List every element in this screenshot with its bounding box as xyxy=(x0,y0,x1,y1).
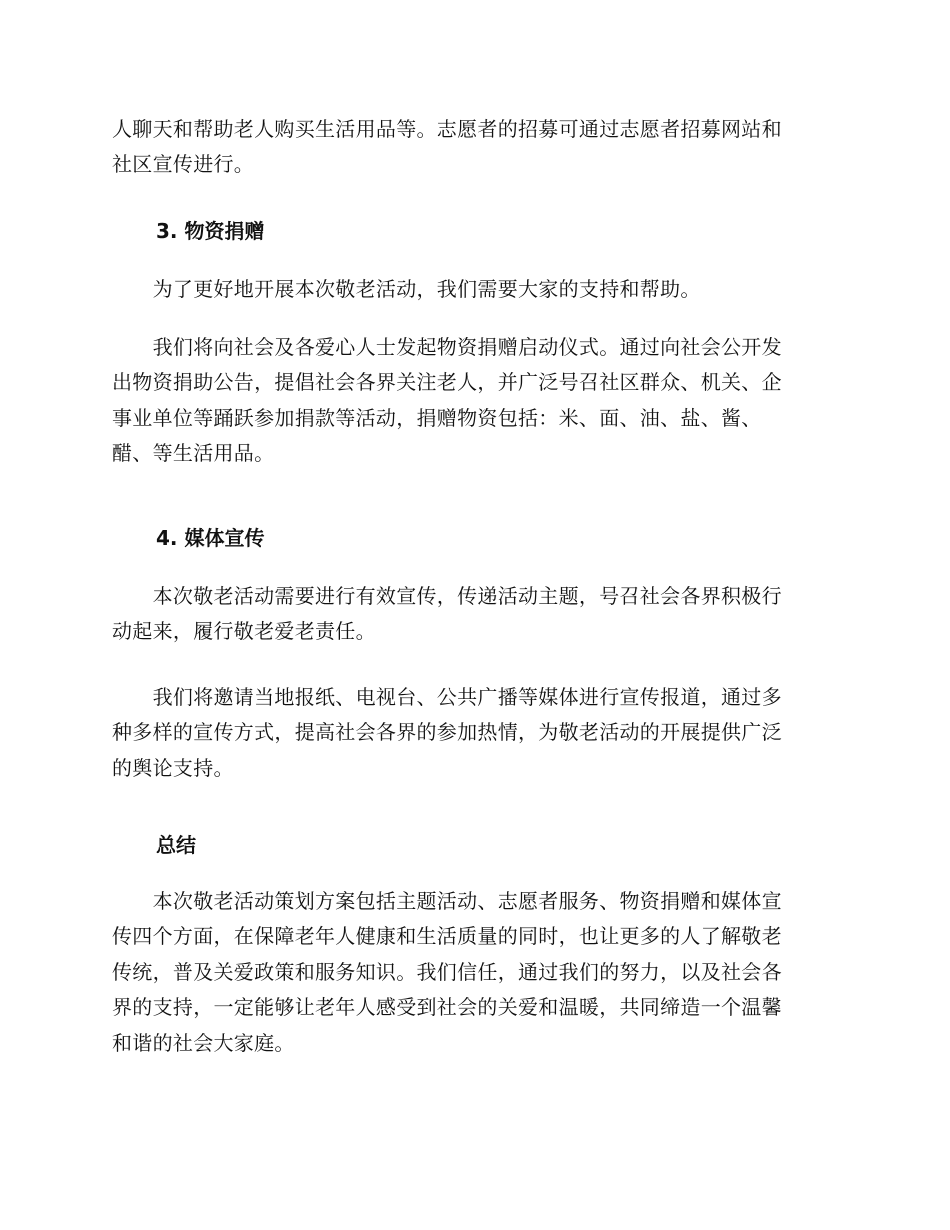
text-line: 社区宣传进行。 xyxy=(112,152,255,177)
paragraph-intro xyxy=(112,112,830,183)
paragraph-4b xyxy=(112,680,830,786)
paragraph-4a xyxy=(112,579,830,650)
text-line: 的舆论支持。 xyxy=(112,755,234,780)
paragraph-3b xyxy=(112,330,830,472)
text-line: 界的支持，一定能够让老年人感受到社会的关爱和温暖，共同缔造一个温馨 xyxy=(112,995,782,1020)
text-line: 为了更好地开展本次敬老活动，我们需要大家的支持和帮助。 xyxy=(112,277,701,301)
text-line: 事业单位等踊跃参加捐款等活动，捐赠物资包括：米、面、油、盐、酱、 xyxy=(112,405,762,430)
section-heading-summary: 总结 xyxy=(156,833,196,857)
text-line: 我们将向社会及各爱心人士发起物资捐赠启动仪式。通过向社会公开发 xyxy=(112,335,782,359)
text-line: 我们将邀请当地报纸、电视台、公共广播等媒体进行宣传报道，通过多 xyxy=(112,685,782,709)
text-line: 本次敬老活动需要进行有效宣传，传递活动主题，号召社会各界积极行 xyxy=(112,584,782,608)
text-line: 醋、等生活用品。 xyxy=(112,441,275,466)
paragraph-3a xyxy=(112,272,830,307)
section-heading-4: 4. 媒体宣传 xyxy=(156,526,265,550)
text-line: 人聊天和帮助老人购买生活用品等。志愿者的招募可通过志愿者招募网站和 xyxy=(112,117,782,141)
text-line: 传四个方面，在保障老年人健康和生活质量的同时，也让更多的人了解敬老 xyxy=(112,924,782,949)
paragraph-summary xyxy=(112,884,830,1061)
text-line: 出物资捐助公告，提倡社会各界关注老人，并广泛号召社区群众、机关、企 xyxy=(112,370,782,395)
text-line: 传统，普及关爱政策和服务知识。我们信任，通过我们的努力，以及社会各 xyxy=(112,959,782,984)
text-line: 种多样的宣传方式，提高社会各界的参加热情，为敬老活动的开展提供广泛 xyxy=(112,720,782,745)
text-line: 本次敬老活动策划方案包括主题活动、志愿者服务、物资捐赠和媒体宣 xyxy=(112,889,782,913)
text-line: 动起来，履行敬老爱老责任。 xyxy=(112,619,376,644)
section-heading-3: 3. 物资捐赠 xyxy=(156,219,265,243)
text-line: 和谐的社会大家庭。 xyxy=(112,1030,295,1055)
